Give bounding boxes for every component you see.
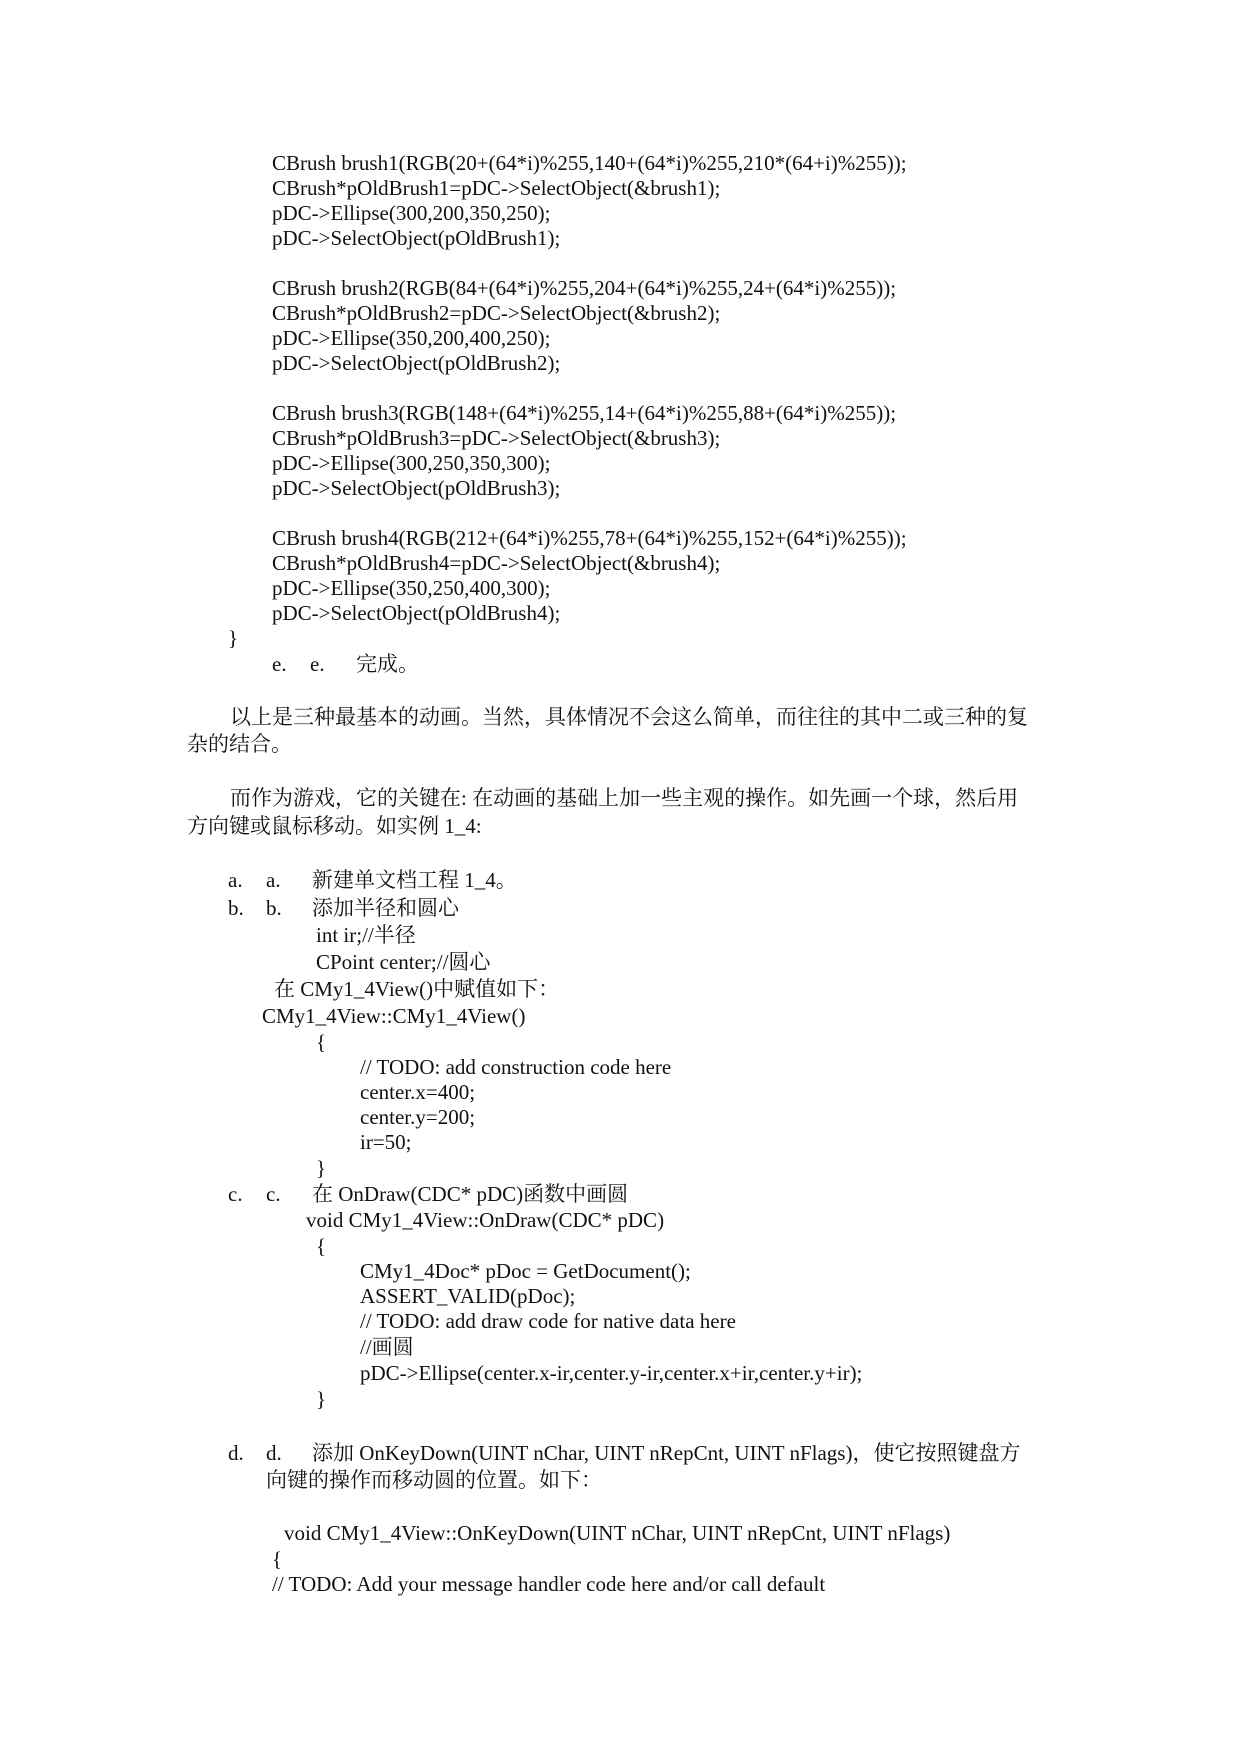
- code-line: CBrush brush3(RGB(148+(64*i)%255,14+(64*i)%255,88+(64*i)%255));: [272, 401, 897, 425]
- code-line: pDC->SelectObject(pOldBrush2);: [272, 351, 561, 375]
- code-line: // TODO: Add your message handler code here and/or call default: [272, 1572, 826, 1596]
- code-line: center.y=200;: [360, 1105, 476, 1129]
- code-line: CBrush*pOldBrush4=pDC->SelectObject(&brush4);: [272, 551, 721, 575]
- code-line: }: [316, 1387, 327, 1411]
- code-line: CPoint center;//圆心: [316, 950, 491, 974]
- code-line: CBrush*pOldBrush2=pDC->SelectObject(&brush2);: [272, 301, 721, 325]
- code-line: CBrush brush2(RGB(84+(64*i)%255,204+(64*i)%255,24+(64*i)%255));: [272, 276, 897, 300]
- step-label: e.: [272, 652, 287, 676]
- step-text: 完成。: [356, 652, 419, 676]
- code-line: center.x=400;: [360, 1080, 476, 1104]
- code-line: pDC->Ellipse(350,200,400,250);: [272, 326, 551, 350]
- code-close-brace: }: [228, 626, 239, 650]
- code-line: void CMy1_4View::OnDraw(CDC* pDC): [306, 1208, 665, 1232]
- code-line: {: [316, 1234, 327, 1258]
- code-line: CBrush brush1(RGB(20+(64*i)%255,140+(64*i)%255,210*(64+i)%255));: [272, 151, 907, 175]
- code-line: pDC->SelectObject(pOldBrush3);: [272, 476, 561, 500]
- code-line: pDC->Ellipse(center.x-ir,center.y-ir,center.x+ir,center.y+ir);: [360, 1361, 863, 1385]
- step-note: 在 CMy1_4View()中赋值如下：: [274, 977, 560, 1001]
- code-line: void CMy1_4View::OnKeyDown(UINT nChar, UINT nRepCnt, UINT nFlags): [284, 1521, 951, 1545]
- step-text: 新建单文档工程 1_4。: [312, 868, 517, 892]
- step-label: d.: [228, 1441, 244, 1465]
- code-line: pDC->SelectObject(pOldBrush4);: [272, 601, 561, 625]
- code-line: //画圆: [360, 1335, 414, 1359]
- code-line: // TODO: add draw code for native data here: [360, 1309, 736, 1333]
- paragraph-line: 以上是三种最基本的动画。当然，具体情况不会这么简单，而往往的其中二或三种的复: [230, 705, 1028, 729]
- paragraph-line: 而作为游戏，它的关键在: 在动画的基础上加一些主观的操作。如先画一个球，然后用: [230, 786, 1019, 810]
- code-line: CBrush*pOldBrush3=pDC->SelectObject(&brush3);: [272, 426, 721, 450]
- step-label: a.: [266, 868, 281, 892]
- code-line: CBrush*pOldBrush1=pDC->SelectObject(&brush1);: [272, 176, 721, 200]
- code-line: }: [316, 1156, 327, 1180]
- step-label: e.: [310, 652, 325, 676]
- step-label: c.: [266, 1182, 281, 1206]
- code-line: CMy1_4View::CMy1_4View(): [262, 1004, 526, 1028]
- step-label: c.: [228, 1182, 243, 1206]
- code-line: ir=50;: [360, 1130, 412, 1154]
- code-line: pDC->Ellipse(300,200,350,250);: [272, 201, 551, 225]
- step-text: 在 OnDraw(CDC* pDC)函数中画圆: [312, 1182, 629, 1206]
- code-line: {: [272, 1547, 283, 1571]
- code-line: pDC->Ellipse(300,250,350,300);: [272, 451, 551, 475]
- step-label: b.: [228, 896, 244, 920]
- code-line: CBrush brush4(RGB(212+(64*i)%255,78+(64*i)%255,152+(64*i)%255));: [272, 526, 907, 550]
- step-label: d.: [266, 1441, 282, 1465]
- code-line: {: [316, 1030, 327, 1054]
- step-text: 添加半径和圆心: [312, 896, 459, 920]
- step-label: b.: [266, 896, 282, 920]
- paragraph-line: 杂的结合。: [187, 732, 292, 756]
- paragraph-line: 方向键或鼠标移动。如实例 1_4:: [187, 814, 482, 838]
- step-text: 添加 OnKeyDown(UINT nChar, UINT nRepCnt, UINT nFlags)，使它按照键盘方: [312, 1441, 1021, 1465]
- code-line: pDC->SelectObject(pOldBrush1);: [272, 226, 561, 250]
- step-text: 向键的操作而移动圆的位置。如下：: [266, 1468, 602, 1492]
- code-line: pDC->Ellipse(350,250,400,300);: [272, 576, 551, 600]
- step-label: a.: [228, 868, 243, 892]
- code-line: int ir;//半径: [316, 923, 416, 947]
- code-line: // TODO: add construction code here: [360, 1055, 672, 1079]
- code-line: CMy1_4Doc* pDoc = GetDocument();: [360, 1259, 691, 1283]
- code-line: ASSERT_VALID(pDoc);: [360, 1284, 576, 1308]
